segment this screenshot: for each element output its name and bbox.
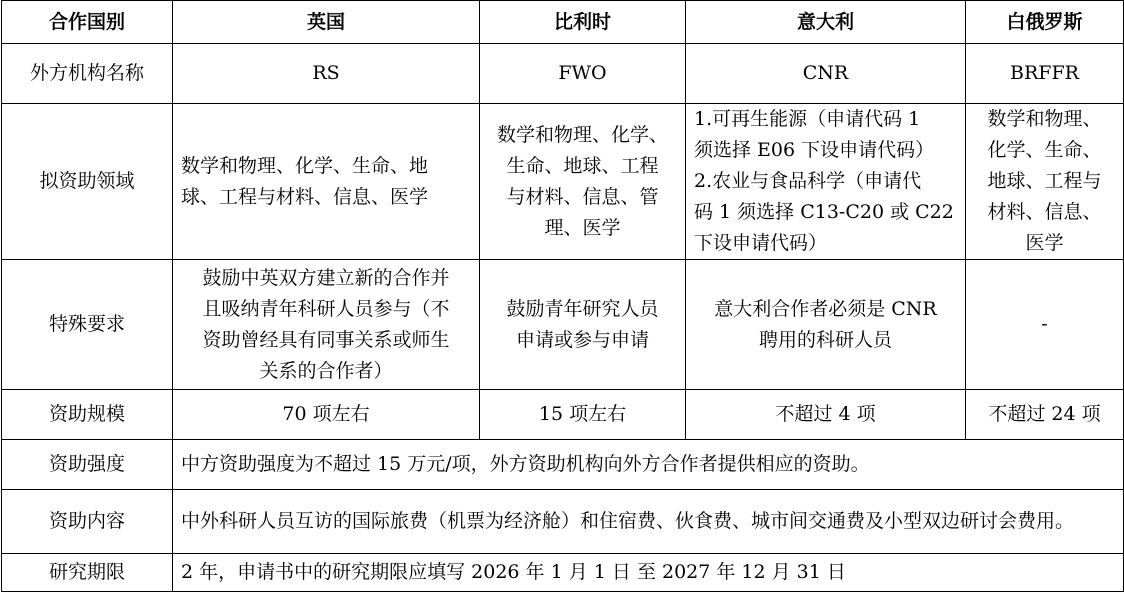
fields-italy: 1.可再生能源（申请代码 1 须选择 E06 下设申请代码） 2.农业与食品科学（申请代 码 1 须选择 C13-C20 或 C22 下设申请代码） [686,104,966,260]
fields-belgium: 数学和物理、化学、 生命、地球、工程 与材料、信息、管 理、医学 [480,104,686,260]
fields-belarus: 数学和物理、 化学、生命、 地球、工程与 材料、信息、 医学 [966,104,1124,260]
funding-table [1,0,1124,592]
row-label: 资助内容 [2,490,173,554]
special-uk: 鼓励中英双方建立新的合作并 且吸纳青年科研人员参与（不 资助曾经具有同事关系或师生 关系的合作者） [173,260,480,390]
agency-row [2,44,1124,104]
header-row [2,1,1124,44]
content-value: 中外科研人员互访的国际旅费（机票为经济舱）和住宿费、伙食费、城市间交通费及小型双边研讨会费用。 [173,490,1124,554]
agency-italy: CNR [686,44,966,104]
country-italy: 意大利 [686,1,966,44]
scale-belgium: 15 项左右 [480,390,686,440]
header-label: 合作国别 [2,1,173,44]
agency-belarus: BRFFR [966,44,1124,104]
scale-row [2,390,1124,440]
scale-uk: 70 项左右 [173,390,480,440]
row-label: 资助规模 [2,390,173,440]
country-belarus: 白俄罗斯 [966,1,1124,44]
fields-uk: 数学和物理、化学、生命、地 球、工程与材料、信息、医学 [173,104,480,260]
country-belgium: 比利时 [480,1,686,44]
fields-row [2,104,1124,260]
agency-belgium: FWO [480,44,686,104]
row-label: 拟资助领域 [2,104,173,260]
period-value: 2 年，申请书中的研究期限应填写 2026 年 1 月 1 日 至 2027 年 12 月 31 日 [173,554,1124,592]
country-uk: 英国 [173,1,480,44]
special-belarus: - [966,260,1124,390]
row-label: 特殊要求 [2,260,173,390]
special-italy: 意大利合作者必须是 CNR 聘用的科研人员 [686,260,966,390]
row-label: 外方机构名称 [2,44,173,104]
agency-uk: RS [173,44,480,104]
period-row [2,554,1124,592]
special-row [2,260,1124,390]
intensity-row [2,440,1124,490]
content-row [2,490,1124,554]
scale-italy: 不超过 4 项 [686,390,966,440]
special-belgium: 鼓励青年研究人员 申请或参与申请 [480,260,686,390]
scale-belarus: 不超过 24 项 [966,390,1124,440]
intensity-value: 中方资助强度为不超过 15 万元/项，外方资助机构向外方合作者提供相应的资助。 [173,440,1124,490]
row-label: 研究期限 [2,554,173,592]
row-label: 资助强度 [2,440,173,490]
